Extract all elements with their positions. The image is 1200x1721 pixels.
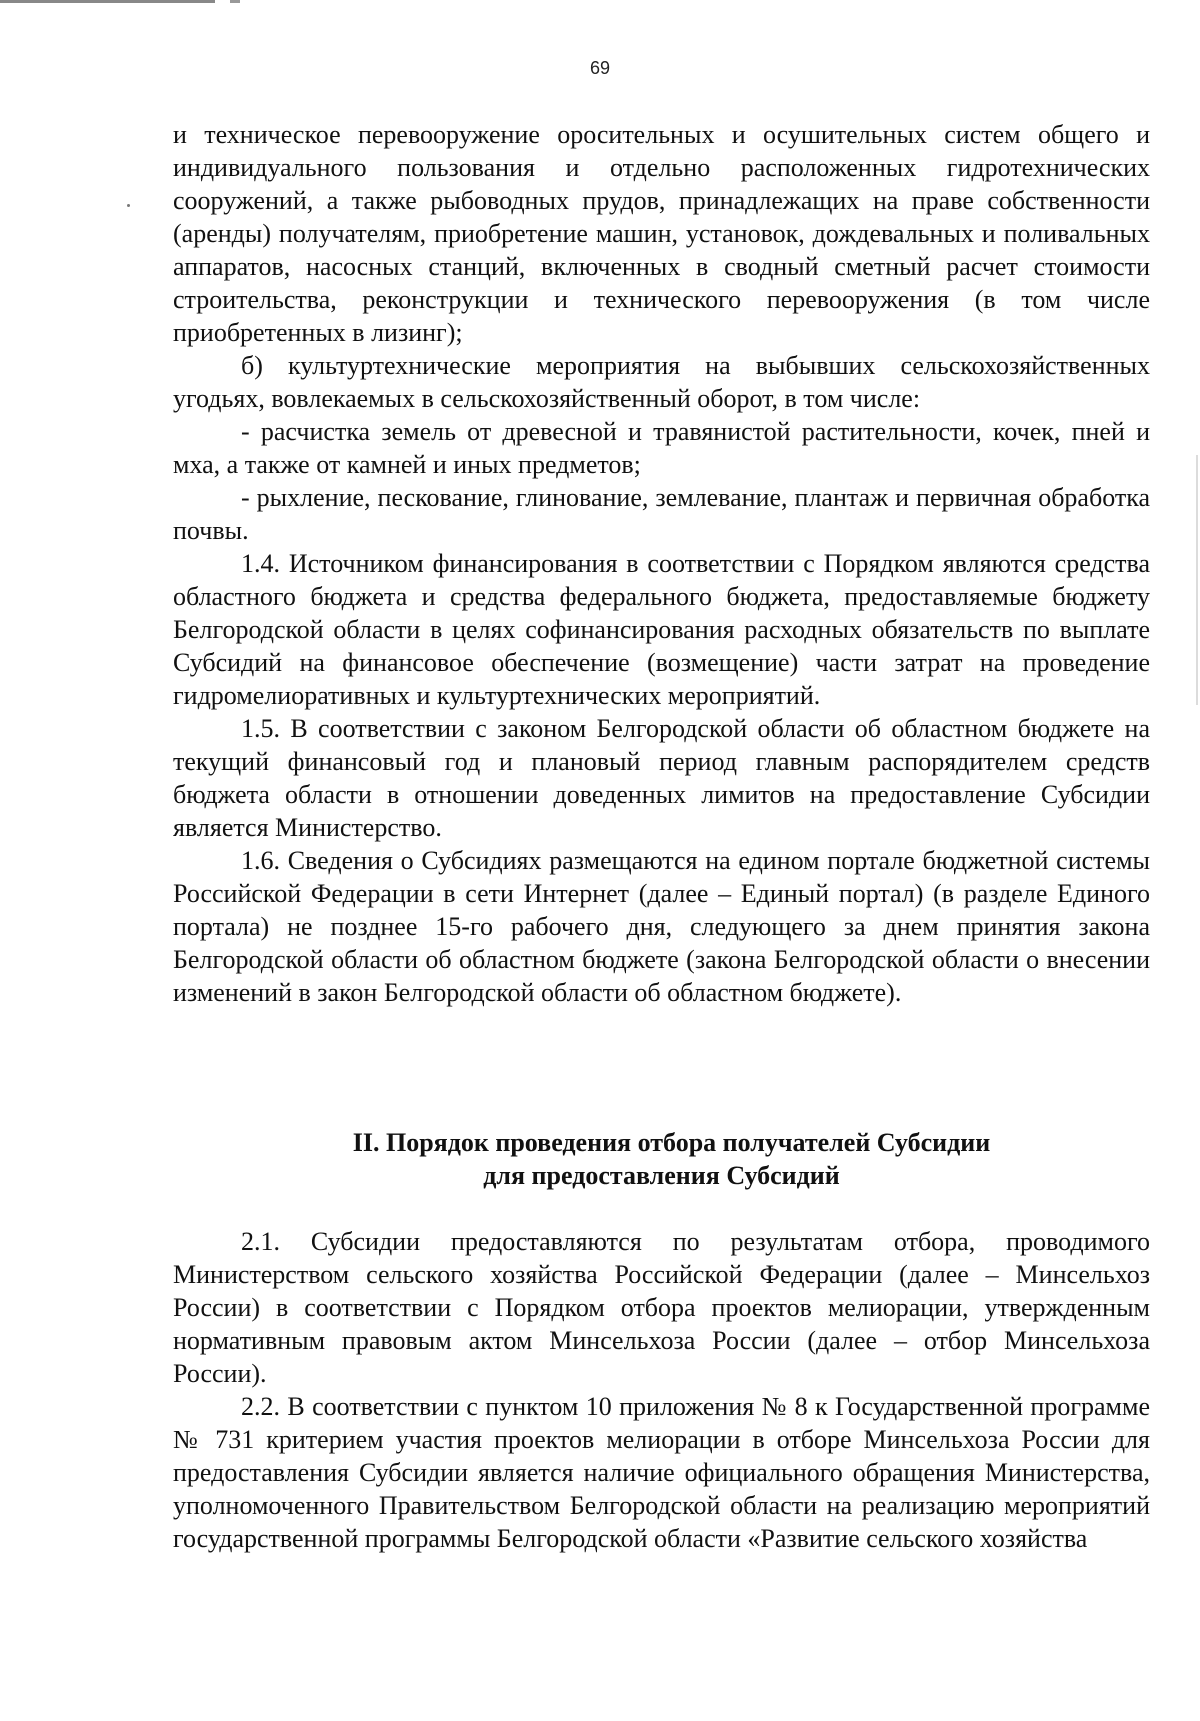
paragraph: 1.5. В соответствии с законом Белгородской области об областном бюджете на текущий финансовый год и плановый период главным распорядителем средств бюджета области в отношении доведенных лимитов на предоставление Субсидии является Министерство. (173, 714, 1150, 842)
section-heading (173, 1126, 1150, 1192)
paragraph: 2.1. Субсидии предоставляются по результатам отбора, проводимого Министерством сельского хозяйства Российской Федерации (далее – Минсельхоз России) в соответствии с Порядком отбора проектов мелиорации, утвержденным нормативным правовым актом Минсельхоза России (далее – отбор Минсельхоза России). (173, 1227, 1150, 1388)
section-heading-line-2: для предоставления Субсидий (483, 1161, 840, 1190)
section-heading-line-1: II. Порядок проведения отбора получателей Субсидии (352, 1128, 991, 1157)
paragraph: 2.2. В соответствии с пунктом 10 приложения № 8 к Государственной программе № 731 критерием участия проектов мелиорации в отборе Минсельхоза России для предоставления Субсидии является наличие официального обращения Министерства, уполномоченного Правительством Белгородской области на реализацию мероприятий государственной программы Белгородской области «Развитие сельского хозяйства (173, 1392, 1150, 1553)
body-section-2 (173, 1225, 1150, 1555)
scan-artifact-edge (1196, 455, 1198, 705)
paragraph: б) культуртехнические мероприятия на выбывших сельскохозяйственных угодьях, вовлекаемых в сельскохозяйственный оборот, в том числе: (173, 351, 1150, 413)
paragraph: 1.6. Сведения о Субсидиях размещаются на едином портале бюджетной системы Российской Федерации в сети Интернет (далее – Единый портал) (в разделе Единого портала) не позднее 15-го рабочего дня, следующего за днем принятия закона Белгородской области об областном бюджете (закона Белгородской области о внесении изменений в закон Белгородской области об областном бюджете). (173, 846, 1150, 1007)
scan-artifact-top (0, 0, 240, 3)
paragraph: 1.4. Источником финансирования в соответствии с Порядком являются средства областного бюджета и средства федерального бюджета, предоставляемые бюджету Белгородской области в целях софинансирования расходных обязательств по выплате Субсидий на финансовое обеспечение (возмещение) части затрат на проведение гидромелиоративных и культуртехнических мероприятий. (173, 549, 1150, 710)
paragraph: - расчистка земель от древесной и травянистой растительности, кочек, пней и мха, а также от камней и иных предметов; (173, 417, 1150, 479)
page-number: 69 (589, 58, 611, 78)
paragraph: - рыхление, пескование, глинование, землевание, плантаж и первичная обработка почвы. (173, 483, 1150, 545)
scan-artifact-dot (127, 204, 130, 207)
paragraph: и техническое перевооружение оросительных и осушительных систем общего и индивидуального пользования и отдельно расположенных гидротехнических сооружений, а также рыбоводных прудов, принадлежащих на праве собственности (аренды) получателям, приобретение машин, установок, дождевальных и поливальных аппаратов, насосных станций, включенных в сводный сметный расчет стоимости строительства, реконструкции и технического перевооружения (в том числе приобретенных в лизинг); (173, 120, 1150, 347)
body-section-1 (173, 118, 1150, 1009)
